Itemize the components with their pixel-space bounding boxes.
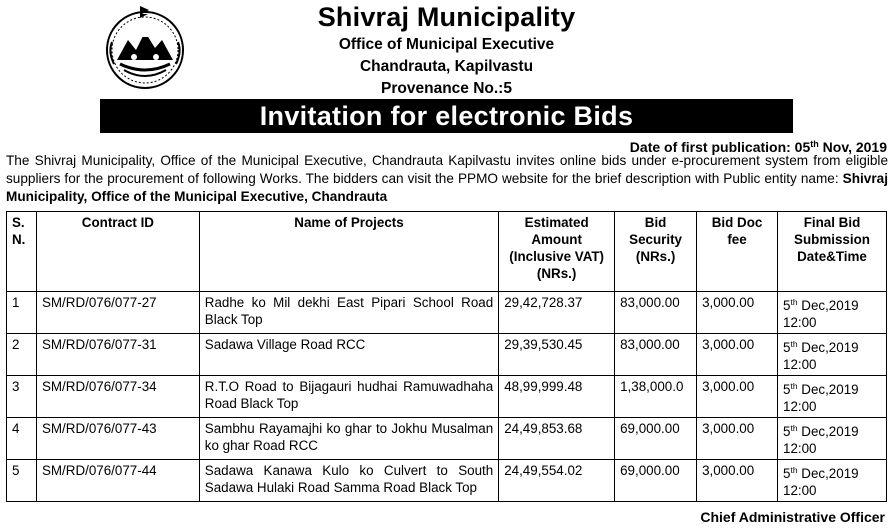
cell-bid-security: 1,38,000.0 bbox=[615, 376, 697, 418]
cell-sn: 4 bbox=[7, 418, 37, 460]
header-estimated-amount: Estimated Amount (Inclusive VAT) (NRs.) bbox=[499, 212, 615, 292]
cell-submission-deadline bbox=[778, 376, 887, 418]
intro-paragraph bbox=[6, 152, 888, 206]
cell-estimated-amount: 24,49,853.68 bbox=[499, 418, 615, 460]
header-bid-security: Bid Security (NRs.) bbox=[615, 212, 697, 292]
table-row bbox=[7, 334, 887, 376]
deadline-time: 12:00 bbox=[783, 315, 817, 330]
location: Chandrauta, Kapilvastu bbox=[359, 58, 534, 75]
cell-project-name: Sadawa Village Road RCC bbox=[199, 334, 498, 376]
cell-estimated-amount: 48,99,999.48 bbox=[499, 376, 615, 418]
deadline-time: 12:00 bbox=[783, 483, 817, 498]
table-row bbox=[7, 460, 887, 502]
cell-estimated-amount: 24,49,554.02 bbox=[499, 460, 615, 502]
cell-submission-deadline bbox=[778, 418, 887, 460]
deadline-date: Dec,2019 bbox=[797, 298, 859, 313]
organization-name: Shivraj Municipality bbox=[317, 2, 576, 32]
cell-submission-deadline bbox=[778, 460, 887, 502]
deadline-time: 12:00 bbox=[783, 441, 817, 456]
cell-bid-security: 83,000.00 bbox=[615, 292, 697, 334]
table-header-row bbox=[7, 212, 887, 292]
cell-bid-doc-fee: 3,000.00 bbox=[697, 418, 778, 460]
province: Provenance No.:5 bbox=[381, 80, 512, 97]
deadline-day: 5 bbox=[783, 382, 791, 397]
cell-sn: 1 bbox=[7, 292, 37, 334]
public-entity-name: Shivraj Municipality, Office of the Municipal Executive, Chandrauta bbox=[6, 171, 888, 204]
cell-contract-id: SM/RD/076/077-43 bbox=[36, 418, 199, 460]
cell-bid-doc-fee: 3,000.00 bbox=[697, 292, 778, 334]
cell-contract-id: SM/RD/076/077-44 bbox=[36, 460, 199, 502]
cell-submission-deadline bbox=[778, 292, 887, 334]
deadline-date: Dec,2019 bbox=[797, 424, 859, 439]
cell-sn: 5 bbox=[7, 460, 37, 502]
office-name: Office of Municipal Executive bbox=[338, 36, 555, 53]
cell-estimated-amount: 29,39,530.45 bbox=[499, 334, 615, 376]
signoff-title: Chief Administrative Officer bbox=[700, 509, 885, 525]
cell-bid-doc-fee: 3,000.00 bbox=[697, 334, 778, 376]
table-row bbox=[7, 292, 887, 334]
cell-project-name: Sambhu Rayamajhi ko ghar to Jokhu Musalman ko ghar Road RCC bbox=[199, 418, 498, 460]
header-project-name: Name of Projects bbox=[199, 212, 498, 292]
cell-project-name: R.T.O Road to Bijagauri hudhai Ramuwadhaha Road Black Top bbox=[199, 376, 498, 418]
cell-sn: 2 bbox=[7, 334, 37, 376]
deadline-time: 12:00 bbox=[783, 357, 817, 372]
table-row bbox=[7, 376, 887, 418]
cell-contract-id: SM/RD/076/077-34 bbox=[36, 376, 199, 418]
header-bid-doc-fee: Bid Doc fee bbox=[697, 212, 778, 292]
cell-bid-security: 69,000.00 bbox=[615, 418, 697, 460]
deadline-day-suffix: th bbox=[790, 423, 798, 433]
deadline-time: 12:00 bbox=[783, 399, 817, 414]
cell-submission-deadline bbox=[778, 334, 887, 376]
cell-project-name: Radhe ko Mil dekhi East Pipari School Road Black Top bbox=[199, 292, 498, 334]
deadline-day-suffix: th bbox=[790, 465, 798, 475]
deadline-day: 5 bbox=[783, 466, 791, 481]
deadline-date: Dec,2019 bbox=[797, 382, 859, 397]
cell-project-name: Sadawa Kanawa Kulo ko Culvert to South Sadawa Hulaki Road Samma Road Black Top bbox=[199, 460, 498, 502]
notice-banner: Invitation for electronic Bids bbox=[100, 99, 793, 133]
publication-date-rest: Nov, 2019 bbox=[818, 139, 887, 155]
table-row bbox=[7, 418, 887, 460]
intro-text: The Shivraj Municipality, Office of the Municipal Executive, Chandrauta Kapilvastu invites online bids under e-procurement system from eligible suppliers for the procurement of following Works. The bidders can visit the PPMO website for the brief description with Public entity name: bbox=[6, 153, 888, 186]
cell-bid-doc-fee: 3,000.00 bbox=[697, 376, 778, 418]
header-contract-id: Contract ID bbox=[36, 212, 199, 292]
deadline-day-suffix: th bbox=[790, 381, 798, 391]
deadline-day: 5 bbox=[783, 298, 791, 313]
header-submission-deadline: Final Bid Submission Date&Time bbox=[778, 212, 887, 292]
publication-date-label: Date of first publication: 05 bbox=[629, 139, 811, 155]
cell-bid-security: 83,000.00 bbox=[615, 334, 697, 376]
deadline-day: 5 bbox=[783, 424, 791, 439]
header-sn: S. N. bbox=[7, 212, 37, 292]
deadline-day: 5 bbox=[783, 340, 791, 355]
bids-table bbox=[6, 211, 887, 502]
deadline-date: Dec,2019 bbox=[797, 466, 859, 481]
publication-date-suffix: th bbox=[810, 139, 819, 149]
cell-contract-id: SM/RD/076/077-31 bbox=[36, 334, 199, 376]
cell-bid-doc-fee: 3,000.00 bbox=[697, 460, 778, 502]
cell-sn: 3 bbox=[7, 376, 37, 418]
cell-contract-id: SM/RD/076/077-27 bbox=[36, 292, 199, 334]
deadline-day-suffix: th bbox=[790, 339, 798, 349]
cell-bid-security: 69,000.00 bbox=[615, 460, 697, 502]
deadline-day-suffix: th bbox=[790, 297, 798, 307]
cell-estimated-amount: 29,42,728.37 bbox=[499, 292, 615, 334]
deadline-date: Dec,2019 bbox=[797, 340, 859, 355]
